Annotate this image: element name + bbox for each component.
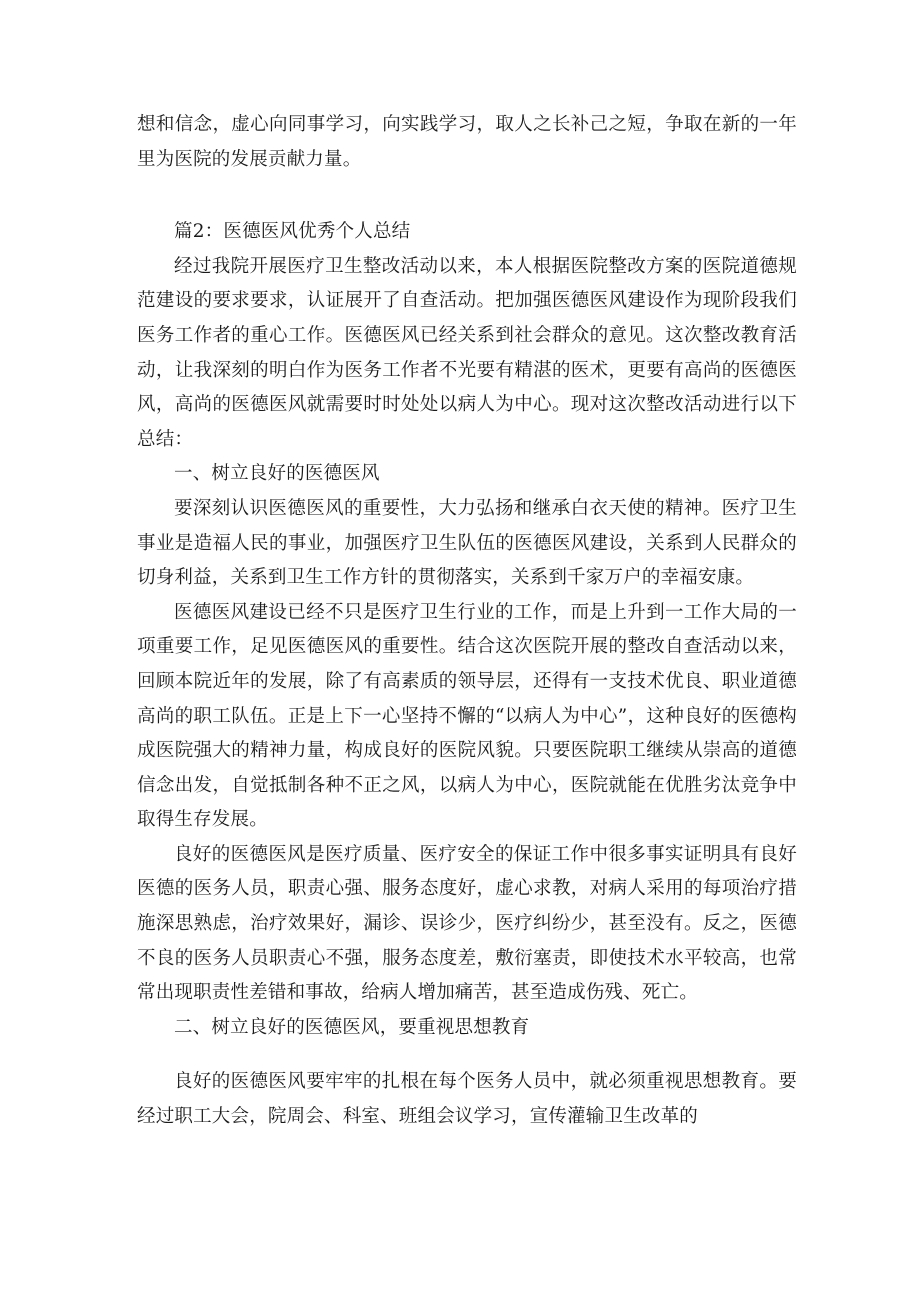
heading-1: 一、树立良好的医德医风 xyxy=(174,463,380,485)
heading-2: 二、树立良好的医德医风，要重视思想教育 xyxy=(174,1016,530,1038)
document-page xyxy=(137,108,797,1135)
paragraph-4: 良好的医德医风要牢牢的扎根在每个医务人员中，就必须重视思想教育。要经过职工大会，院周会、科室、班组会议学习，宣传灌输卫生改革的 xyxy=(137,1071,797,1128)
paragraph-2: 医德医风建设已经不只是医疗卫生行业的工作，而是上升到一工作大局的一项重要工作，足见医德医风的重要性。结合这次医院开展的整改自查活动以来，回顾本院近年的发展，除了有高素质的领导层，还得有一支技术优良、职业道德高尚的职工队伍。正是上下一心坚持不懈的“以病人为中心”，这种良好的医德构成医院强大的精神力量，构成良好的医院风貌。只要医院职工继续从崇高的道德信念出发，自觉抵制各种不正之风，以病人为中心，医院就能在优胜劣汰竞争中取得生存发展。 xyxy=(137,601,797,831)
intro-paragraph: 经过我院开展医疗卫生整改活动以来，本人根据医院整改方案的医院道德规范建设的要求要求，认证展开了自查活动。把加强医德医风建设作为现阶段我们医务工作者的重心工作。医德医风已经关系到社会群众的意见。这次整改教育活动，让我深刻的明白作为医务工作者不光要有精湛的医术，更要有高尚的医德医风，高尚的医德医风就需要时时处处以病人为中心。现对这次整改活动进行以下总结： xyxy=(137,255,797,450)
section-title: 篇2：医德医风优秀个人总结 xyxy=(174,221,411,243)
opening-paragraph: 想和信念，虚心向同事学习，向实践学习，取人之长补己之短，争取在新的一年里为医院的发展贡献力量。 xyxy=(137,114,797,170)
paragraph-3: 良好的医德医风是医疗质量、医疗安全的保证工作中很多事实证明具有良好医德的医务人员，职责心强、服务态度好，虚心求教，对病人采用的每项治疗措施深思熟虑，治疗效果好，漏诊、误诊少，医疗纠纷少，甚至没有。反之，医德不良的医务人员职责心不强，服务态度差，敷衍塞责，即使技术水平较高，也常常出现职责性差错和事故，给病人增加痛苦，甚至造成伤残、死亡。 xyxy=(137,843,797,1004)
paragraph-1: 要深刻认识医德医风的重要性，大力弘扬和继承白衣天使的精神。医疗卫生事业是造福人民的事业，加强医疗卫生队伍的医德医风建设，关系到人民群众的切身利益，关系到卫生工作方针的贯彻落实，关系到千家万户的幸福安康。 xyxy=(137,497,797,589)
